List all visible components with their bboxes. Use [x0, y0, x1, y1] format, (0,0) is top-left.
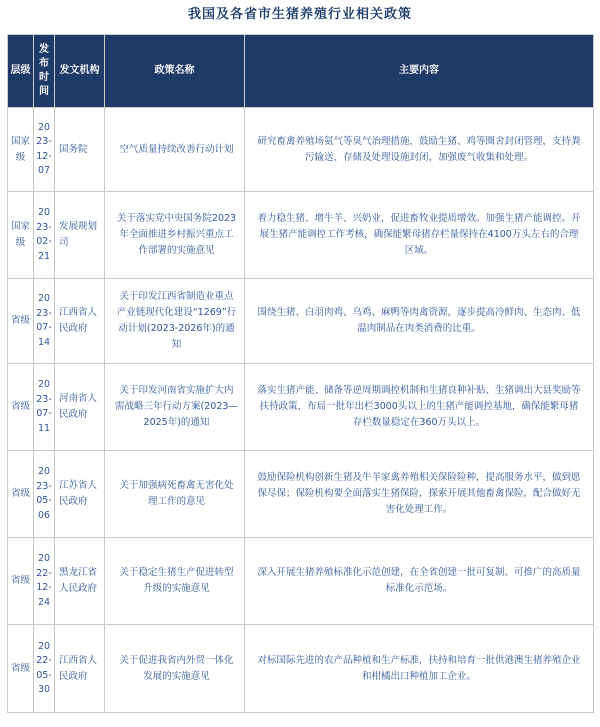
- cell-level: 省级: [8, 625, 34, 713]
- cell-level: 省级: [8, 279, 34, 364]
- header-issuer: 发文机构: [55, 35, 105, 108]
- header-content: 主要内容: [245, 35, 594, 108]
- cell-issuer: 江西省人民政府: [55, 625, 105, 713]
- cell-date: 2023-02-21: [34, 192, 55, 279]
- table-row: [8, 108, 594, 192]
- cell-date: 2023-07-14: [34, 279, 55, 364]
- table-row: [8, 451, 594, 538]
- cell-issuer: 发展规划司: [55, 192, 105, 279]
- table-row: [8, 538, 594, 625]
- table-row: [8, 625, 594, 713]
- cell-policy: 关于加强病死畜禽无害化处理工作的意见: [105, 451, 245, 538]
- cell-issuer: 国务院: [55, 108, 105, 192]
- cell-content: 深入开展生猪养殖标准化示范创建，在全省创建一批可复制、可推广的高质量标准化示范场。: [245, 538, 594, 625]
- cell-policy: 空气质量持续改善行动计划: [105, 108, 245, 192]
- page-title: 我国及各省市生猪养殖行业相关政策: [187, 7, 412, 22]
- cell-date: 2023-05-06: [34, 451, 55, 538]
- cell-issuer: 黑龙江省人民政府: [55, 538, 105, 625]
- table-row: [8, 364, 594, 451]
- cell-policy: 关于落实党中央国务院2023年全面推进乡村振兴重点工作部署的实施意见: [105, 192, 245, 279]
- cell-content: 围绕生猪、白羽肉鸡、乌鸡、麻鸭等肉禽资源，逐步提高冷鲜肉、生态肉、低温肉制品在肉类消费的比重。: [245, 279, 594, 364]
- cell-date: 2022-12-24: [34, 538, 55, 625]
- cell-policy: 关于促进我省内外贸一体化发展的实施意见: [105, 625, 245, 713]
- cell-content: 研究畜禽养殖场氨气等臭气治理措施，鼓励生猪、鸡等圈舍封闭管理，支持粪污输送、存储及处理设施封闭，加强废气收集和处理。: [245, 108, 594, 192]
- policy-table: [7, 34, 594, 713]
- header-date: 发布时间: [34, 35, 55, 108]
- cell-date: 2023-12-07: [34, 108, 55, 192]
- cell-level: 国家级: [8, 108, 34, 192]
- cell-level: 省级: [8, 451, 34, 538]
- cell-content: 对标国际先进的农产品种植和生产标准，扶持和培育一批供港澳生猪养殖企业和柑橘出口种植加工企业。: [245, 625, 594, 713]
- cell-date: 2023-07-11: [34, 364, 55, 451]
- cell-policy: 关于稳定生猪生产促进转型升级的实施意见: [105, 538, 245, 625]
- table-row: [8, 279, 594, 364]
- cell-policy: 关于印发河南省实施扩大内需战略三年行动方案(2023—2025年)的通知: [105, 364, 245, 451]
- cell-content: 鼓励保险机构创新生猪及牛羊家禽养殖相关保险险种，提高服务水平，做到愿保尽保；保险机构要全面落实生猪保险，探索开展其他畜禽保险，配合做好无害化处理工作。: [245, 451, 594, 538]
- cell-content: 着力稳生猪、增牛羊、兴奶业，促进畜牧业提质增效。加强生猪产能调控。开展生猪产能调控工作考核，确保能繁母猪存栏量保持在4100万头左右的合理区域。: [245, 192, 594, 279]
- cell-issuer: 河南省人民政府: [55, 364, 105, 451]
- cell-issuer: 江西省人民政府: [55, 279, 105, 364]
- cell-date: 2022-05-30: [34, 625, 55, 713]
- cell-content: 落实生猪产能、储备等逆周期调控机制和生猪良种补贴、生猪调出大县奖励等扶持政策，布局一批年出栏3000头以上的生猪产能调控基地，确保能繁母猪存栏数量稳定在360万头以上。: [245, 364, 594, 451]
- cell-level: 省级: [8, 538, 34, 625]
- cell-level: 省级: [8, 364, 34, 451]
- cell-level: 国家级: [8, 192, 34, 279]
- cell-policy: 关于印发江西省制造业重点产业链现代化建设“1269”行动计划(2023-2026年)的通知: [105, 279, 245, 364]
- cell-issuer: 江苏省人民政府: [55, 451, 105, 538]
- table-header-row: [8, 35, 594, 108]
- header-policy: 政策名称: [105, 35, 245, 108]
- table-row: [8, 192, 594, 279]
- header-level: 层级: [8, 35, 34, 108]
